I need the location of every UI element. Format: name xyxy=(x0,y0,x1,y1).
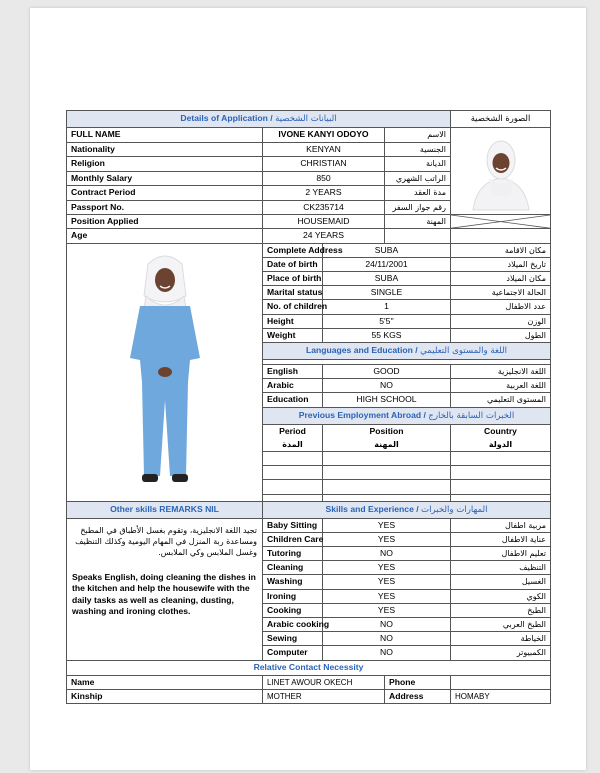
value-english: GOOD xyxy=(323,365,451,379)
label-position: Position Applied xyxy=(67,215,263,229)
ar-age xyxy=(385,229,451,243)
value-contract: 2 YEARS xyxy=(263,186,385,201)
empty-cell xyxy=(451,229,551,243)
value-age: 24 YEARS xyxy=(263,229,385,243)
label-marital: Marital status xyxy=(263,286,323,300)
ar-skill: عناية الاطفال xyxy=(451,532,551,546)
ar-english: اللغة الانجليزية xyxy=(451,365,551,379)
label-height: Height xyxy=(263,314,323,328)
ar-skill: الكوي xyxy=(451,589,551,603)
label-children: No. of children xyxy=(263,300,323,314)
value-skill: NO xyxy=(323,632,451,646)
label-skill: Ironing xyxy=(263,589,323,603)
ar-nationality: الجنسية xyxy=(385,142,451,157)
value-marital: SINGLE xyxy=(323,286,451,300)
label-dob: Date of birth xyxy=(263,257,323,271)
value-skill: YES xyxy=(323,575,451,589)
ar-skill: الخياطة xyxy=(451,632,551,646)
label-skill: Cooking xyxy=(263,603,323,617)
label-skill: Children Care xyxy=(263,532,323,546)
ar-religion: الديانة xyxy=(385,157,451,172)
ar-skill: الغسيل xyxy=(451,575,551,589)
label-nationality: Nationality xyxy=(67,142,263,157)
ar-contract: مدة العقد xyxy=(385,186,451,201)
ar-full-name: الاسم xyxy=(385,128,451,143)
value-weight: 55 KGS xyxy=(323,328,451,342)
label-age: Age xyxy=(67,229,263,243)
label-passport: Passport No. xyxy=(67,200,263,215)
label-salary: Monthly Salary xyxy=(67,171,263,186)
full-body-image xyxy=(90,250,240,490)
ar-arabic: اللغة العربية xyxy=(451,379,551,393)
value-nationality: KENYAN xyxy=(263,142,385,157)
col-period: Period المدة xyxy=(263,424,323,451)
skills-header: Skills and Experience / المهارات والخبرات xyxy=(263,501,551,518)
col-position: Position المهنة xyxy=(323,424,451,451)
application-form xyxy=(66,110,550,704)
label-address: Complete Address xyxy=(263,243,323,257)
value-skill: YES xyxy=(323,532,451,546)
label-kinship: Kinship xyxy=(67,689,263,703)
label-skill: Washing xyxy=(263,575,323,589)
label-skill: Baby Sitting xyxy=(263,518,323,532)
value-skill: NO xyxy=(323,646,451,660)
ar-salary: الراتب الشهري xyxy=(385,171,451,186)
value-skill: YES xyxy=(323,603,451,617)
label-english: English xyxy=(263,365,323,379)
contact-header: Relative Contact Necessity xyxy=(67,660,551,675)
crossed-cell xyxy=(451,215,551,229)
employment-header: Previous Employment Abroad / الخبرات السابقة بالخارج xyxy=(263,407,551,424)
other-skills-header: Other skills REMARKS NIL xyxy=(67,501,263,518)
label-contact-phone: Phone xyxy=(385,675,451,689)
ar-skill: مربية اطفال xyxy=(451,518,551,532)
ar-passport: رقم جواز السفر xyxy=(385,200,451,215)
full-body-photo xyxy=(67,243,263,501)
ar-height: الوزن xyxy=(451,314,551,328)
portrait-photo xyxy=(451,128,551,215)
value-children: 1 xyxy=(323,300,451,314)
languages-header: Languages and Education / اللغة والمستوى التعليمي xyxy=(263,343,551,360)
document-page xyxy=(30,8,586,770)
value-contact-address: HOMABY xyxy=(451,689,551,703)
label-contact-address: Address xyxy=(385,689,451,703)
label-full-name: FULL NAME xyxy=(67,128,263,143)
value-passport: CK235714 xyxy=(263,200,385,215)
label-weight: Weight xyxy=(263,328,323,342)
value-kinship: MOTHER xyxy=(263,689,385,703)
label-skill: Computer xyxy=(263,646,323,660)
label-contract: Contract Period xyxy=(67,186,263,201)
value-height: 5'5'' xyxy=(323,314,451,328)
ar-education: المستوى التعليمي xyxy=(451,393,551,407)
ar-address: مكان الاقامة xyxy=(451,243,551,257)
value-contact-name: LINET AWOUR OKECH xyxy=(263,675,385,689)
label-contact-name: Name xyxy=(67,675,263,689)
value-education: HIGH SCHOOL xyxy=(323,393,451,407)
value-dob: 24/11/2001 xyxy=(323,257,451,271)
col-country: Country الدولة xyxy=(451,424,551,451)
value-salary: 850 xyxy=(263,171,385,186)
ar-pob: مكان الميلاد xyxy=(451,272,551,286)
ar-skill: الطبخ العربي xyxy=(451,618,551,632)
label-education: Education xyxy=(263,393,323,407)
value-skill: NO xyxy=(323,618,451,632)
remarks-arabic: تجيد اللغة الانجليزية، وتقوم بغسل الأطباق في المطبخ ومساعدة ربة المنزل في المهام اليومية وكذلك التنظيف وغسل الملابس وكي الملابس. xyxy=(75,525,257,557)
label-religion: Religion xyxy=(67,157,263,172)
ar-skill: الكمبيوتر xyxy=(451,646,551,660)
other-skills-text xyxy=(67,518,263,660)
application-table xyxy=(66,110,551,704)
value-skill: YES xyxy=(323,589,451,603)
ar-children: عدد الاطفال xyxy=(451,300,551,314)
portrait-image xyxy=(453,128,549,210)
value-skill: NO xyxy=(323,547,451,561)
ar-dob: تاريخ الميلاد xyxy=(451,257,551,271)
ar-skill: الطبخ xyxy=(451,603,551,617)
value-arabic: NO xyxy=(323,379,451,393)
value-contact-phone xyxy=(451,675,551,689)
value-address: SUBA xyxy=(323,243,451,257)
ar-position: المهنة xyxy=(385,215,451,229)
value-position: HOUSEMAID xyxy=(263,215,385,229)
ar-skill: تعليم الاطفال xyxy=(451,547,551,561)
ar-weight: الطول xyxy=(451,328,551,342)
label-skill: Arabic cooking xyxy=(263,618,323,632)
value-pob: SUBA xyxy=(323,272,451,286)
label-arabic: Arabic xyxy=(263,379,323,393)
value-religion: CHRISTIAN xyxy=(263,157,385,172)
ar-marital: الحالة الاجتماعية xyxy=(451,286,551,300)
label-skill: Cleaning xyxy=(263,561,323,575)
label-skill: Tutoring xyxy=(263,547,323,561)
label-pob: Place of birth xyxy=(263,272,323,286)
value-skill: YES xyxy=(323,561,451,575)
details-header: Details of Application / البيانات الشخصية xyxy=(67,111,451,128)
value-skill: YES xyxy=(323,518,451,532)
ar-skill: التنظيف xyxy=(451,561,551,575)
value-full-name: IVONE KANYI ODOYO xyxy=(263,128,385,143)
remarks-english: Speaks English, doing cleaning the dishes in the kitchen and help the housewife with the daily tasks as well as cleaning, dusting, washing and ironing clothes. xyxy=(72,571,256,617)
photo-label: الصورة الشخصية xyxy=(451,111,551,128)
label-skill: Sewing xyxy=(263,632,323,646)
